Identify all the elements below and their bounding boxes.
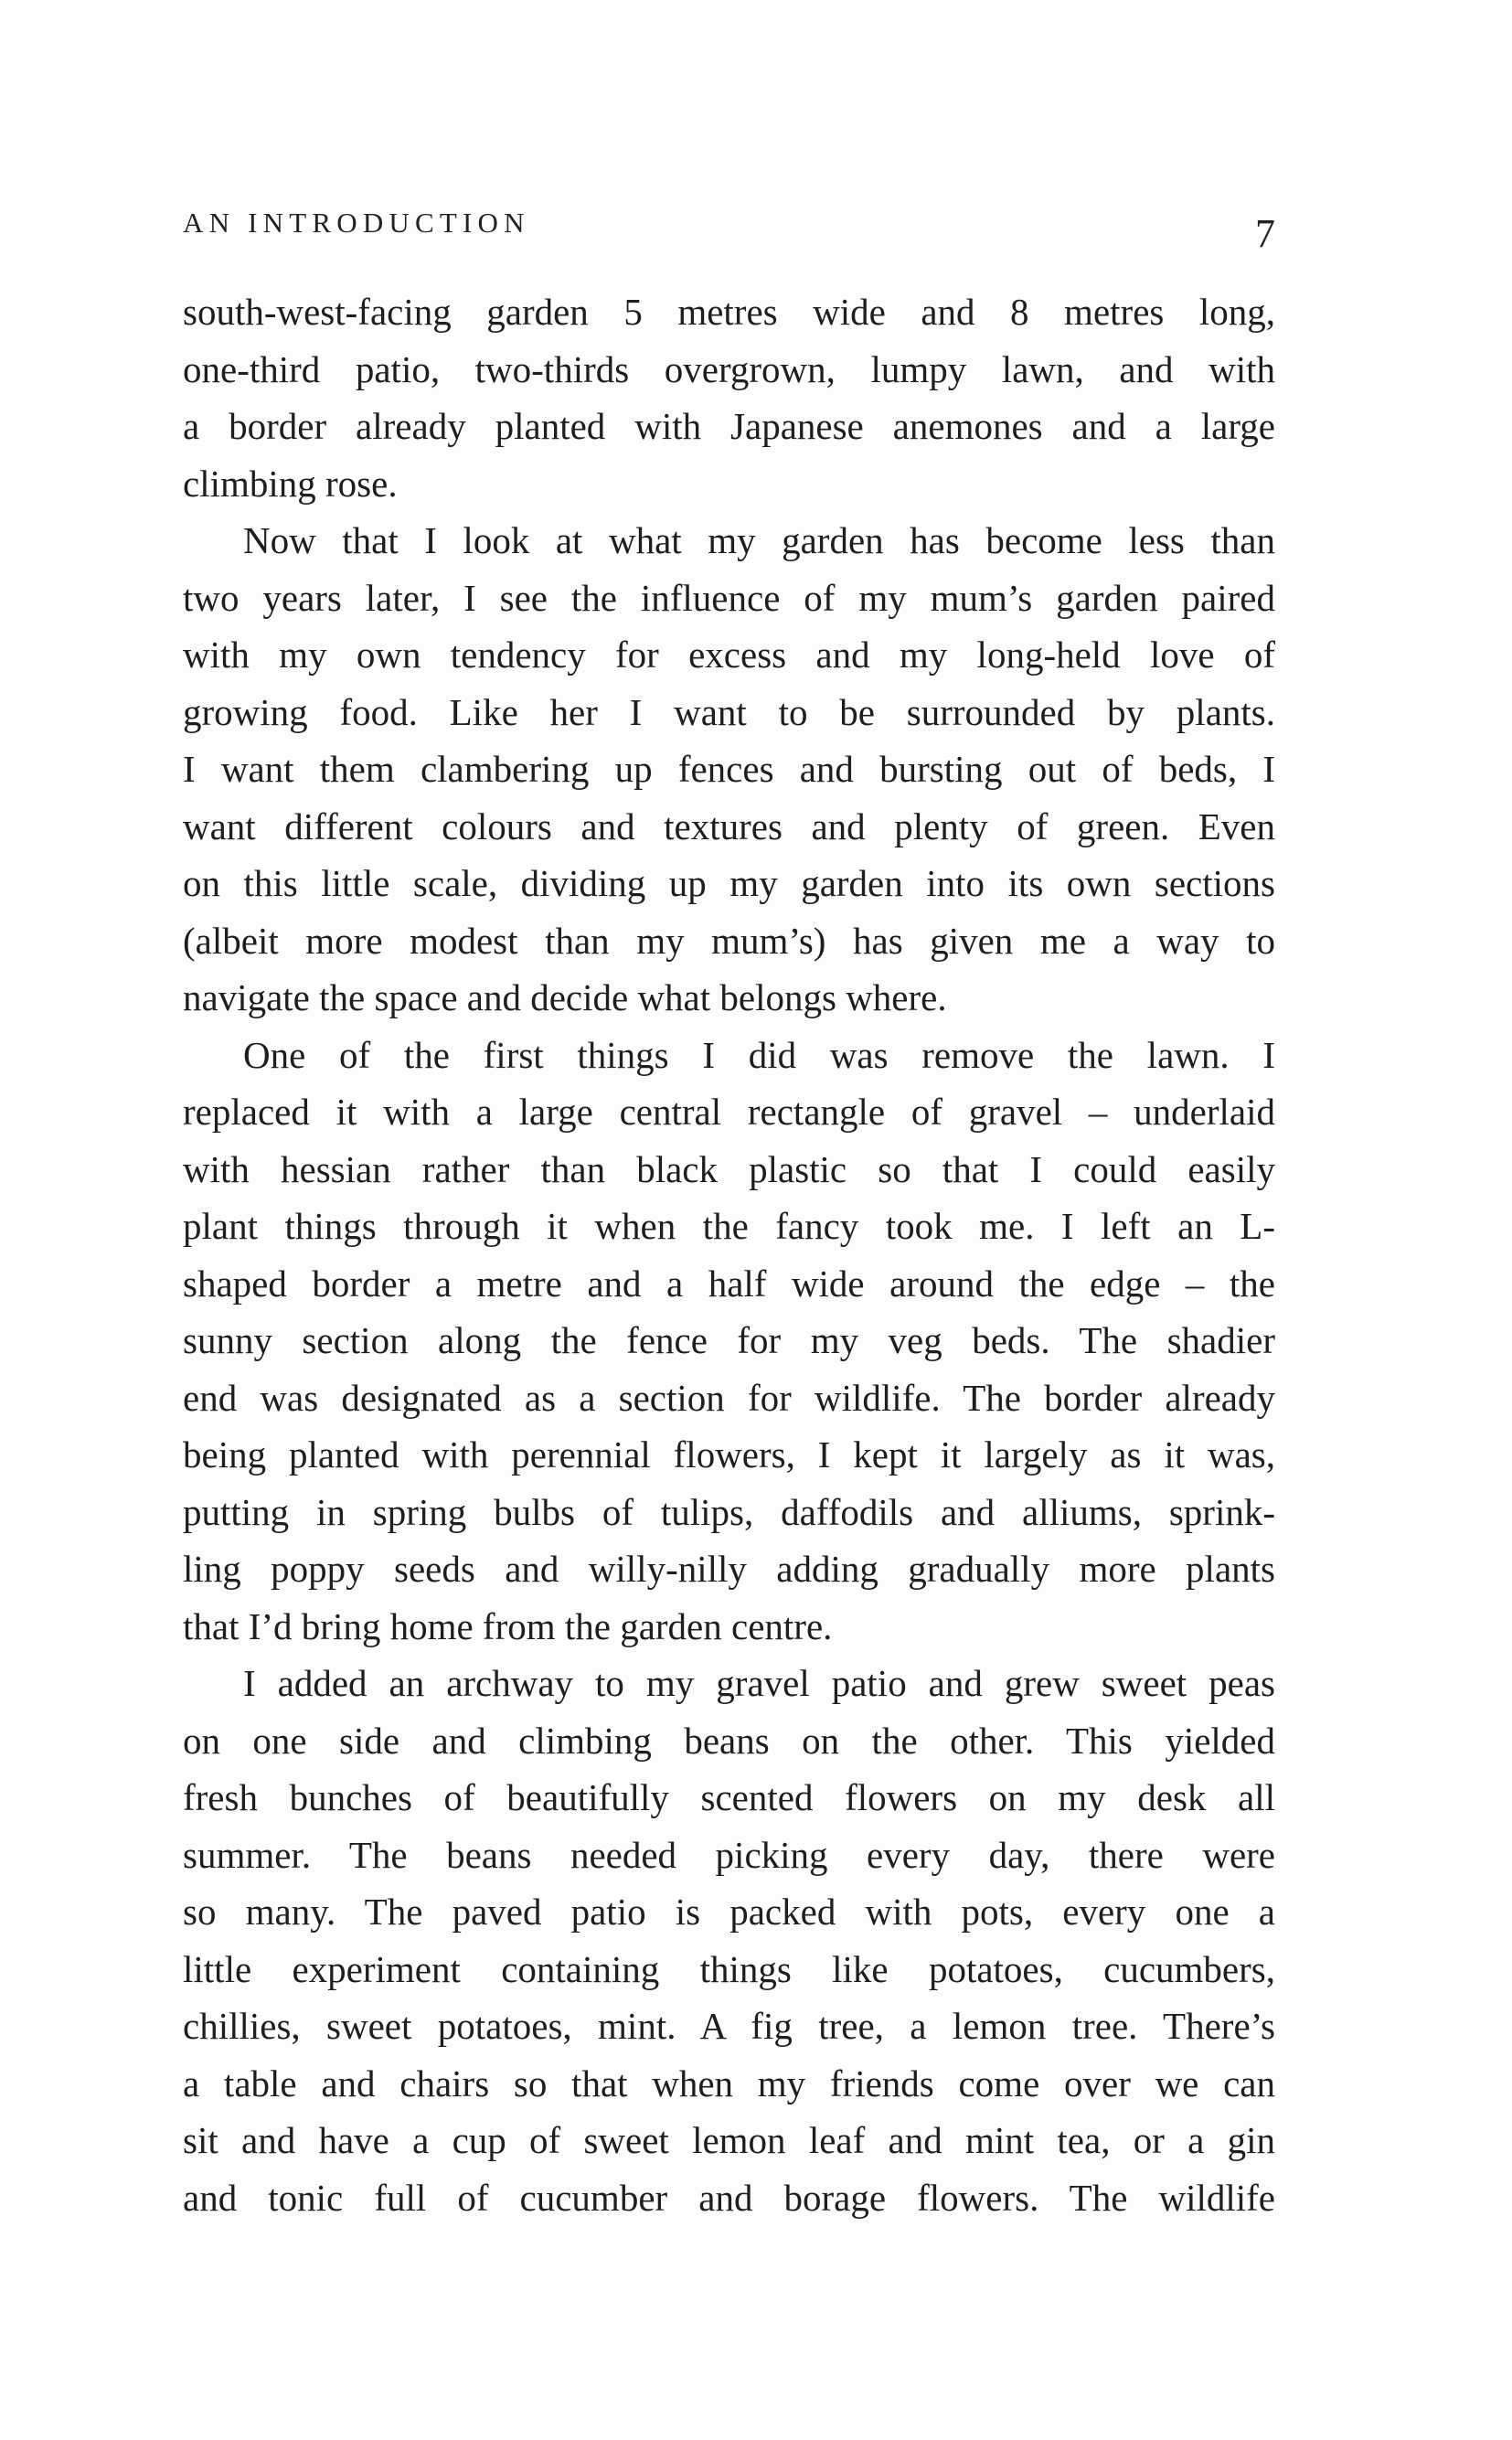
text-line: I added an archway to my gravel patio and grew sweet peas xyxy=(243,1662,1275,1704)
text-line: growing food. Like her I want to be surrounded by plants. xyxy=(183,690,1275,733)
text-line: being planted with perennial flowers, I kept it largely as it was, xyxy=(183,1433,1275,1476)
text-line: fresh bunches of beautifully scented flowers on my desk all xyxy=(183,1776,1275,1818)
text-line: Now that I look at what my garden has become less than xyxy=(243,519,1275,561)
text-line: one-third patio, two-thirds overgrown, lumpy lawn, and with xyxy=(183,347,1275,390)
text-line: a border already planted with Japanese anemones and a large xyxy=(183,405,1275,447)
text-line: (albeit more modest than my mum’s) has given me a way to xyxy=(183,919,1275,962)
text-line: ling poppy seeds and willy-nilly adding gradually more plants xyxy=(183,1548,1275,1590)
text-line: end was designated as a section for wildlife. The border already xyxy=(183,1376,1275,1419)
body-text xyxy=(183,283,1275,2226)
text-line: that I’d bring home from the garden centre. xyxy=(183,1604,833,1647)
page-number: 7 xyxy=(1255,211,1275,256)
text-line: chillies, sweet potatoes, mint. A fig tree, a lemon tree. There’s xyxy=(183,2005,1275,2047)
text-line: plant things through it when the fancy took me. I left an L- xyxy=(183,1205,1275,1247)
text-line: and tonic full of cucumber and borage flowers. The wildlife xyxy=(183,2176,1275,2219)
text-line: with my own tendency for excess and my long-held love of xyxy=(183,634,1275,676)
text-line: One of the first things I did was remove the lawn. I xyxy=(243,1033,1275,1076)
text-line: want different colours and textures and plenty of green. Even xyxy=(183,804,1275,847)
text-line: putting in spring bulbs of tulips, daffodils and alliums, sprink- xyxy=(183,1490,1275,1533)
text-line: climbing rose. xyxy=(183,462,398,505)
running-head xyxy=(183,207,1275,256)
text-line: with hessian rather than black plastic so that I could easily xyxy=(183,1147,1275,1190)
text-line: navigate the space and decide what belongs where. xyxy=(183,976,947,1018)
chapter-title: AN INTRODUCTION xyxy=(183,207,530,239)
text-line: on this little scale, dividing up my garden into its own sections xyxy=(183,862,1275,904)
text-line: two years later, I see the influence of my mum’s garden paired xyxy=(183,576,1275,619)
text-line: so many. The paved patio is packed with pots, every one a xyxy=(183,1891,1275,1933)
text-line: sit and have a cup of sweet lemon leaf and mint tea, or a gin xyxy=(183,2119,1275,2161)
text-line: shaped border a metre and a half wide around the edge – the xyxy=(183,1262,1275,1305)
text-line: I want them clambering up fences and bursting out of beds, I xyxy=(183,748,1275,790)
text-line: sunny section along the fence for my veg beds. The shadier xyxy=(183,1319,1275,1361)
text-line: a table and chairs so that when my friends come over we can xyxy=(183,2062,1275,2104)
text-line: on one side and climbing beans on the other. This yielded xyxy=(183,1719,1275,1762)
text-line: south-west-facing garden 5 metres wide and 8 metres long, xyxy=(183,291,1275,333)
text-line: replaced it with a large central rectangle of gravel – underlaid xyxy=(183,1091,1275,1133)
text-line: summer. The beans needed picking every day, there were xyxy=(183,1833,1275,1876)
text-line: little experiment containing things like potatoes, cucumbers, xyxy=(183,1947,1275,1990)
